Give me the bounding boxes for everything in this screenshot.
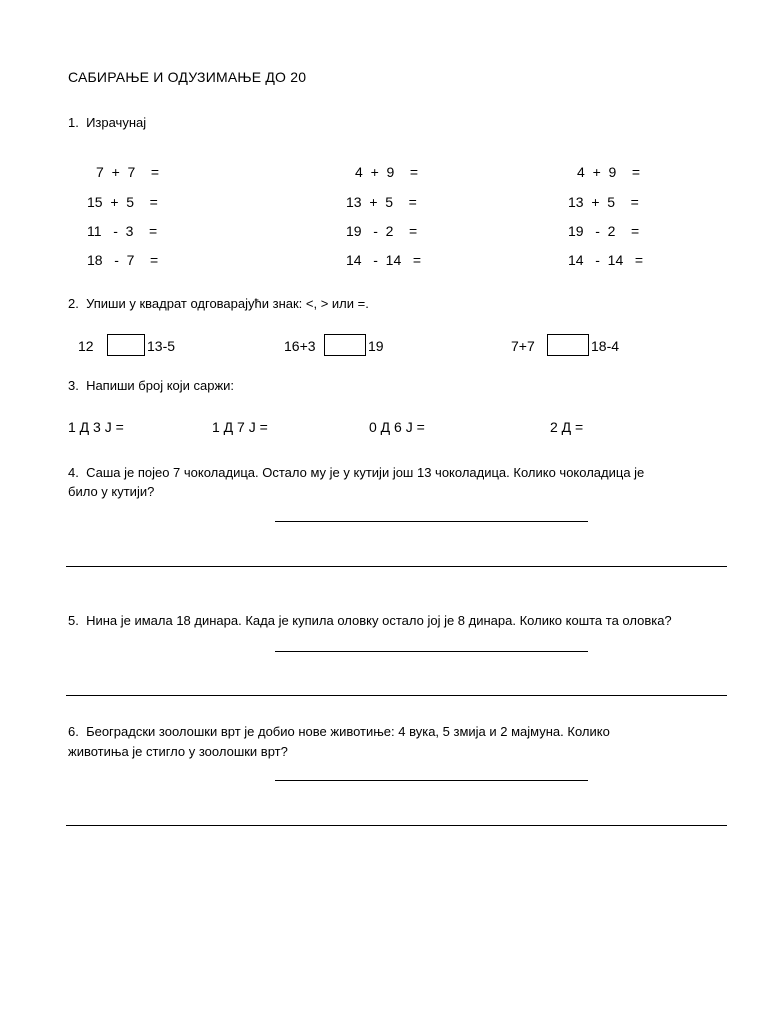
task-5-text-line-1: 5. Нина је имала 18 динара. Када је купила оловку остало јој је 8 динара. Колико кошта та оловка?	[68, 613, 672, 628]
section-divider	[66, 566, 727, 567]
answer-line[interactable]	[275, 651, 588, 652]
task-6-text-line-1: 6. Београдски зоолошки врт је добио нове животиње: 4 вука, 5 змија и 2 мајмуна. Колико	[68, 724, 610, 739]
comparison-right: 13-5	[147, 338, 176, 354]
task-6-text-line-2: животиња је стигло у зоолошки врт?	[68, 744, 288, 759]
task-2-label: 2. Упиши у квадрат одговарајући знак: <, > или =.	[68, 296, 369, 311]
digit-item: 1 Д 3 Ј =	[68, 419, 124, 435]
section-divider	[66, 695, 727, 696]
task-1-label: 1. Израчунај	[68, 115, 147, 130]
expression: 14 - 14 =	[568, 252, 644, 268]
expression: 13 + 5 =	[346, 194, 417, 210]
task-4-text-line-1: 4. Саша је појео 7 чоколадица. Остало му је у кутији још 13 чоколадица. Колико чоколадица је	[68, 465, 645, 480]
answer-box[interactable]	[107, 334, 145, 356]
comparison-left: 12	[78, 338, 94, 354]
expression: 18 - 7 =	[87, 252, 159, 268]
expression: 14 - 14 =	[346, 252, 422, 268]
expression: 19 - 2 =	[346, 223, 418, 239]
expression: 4 + 9 =	[577, 164, 641, 180]
expression: 13 + 5 =	[568, 194, 639, 210]
answer-box[interactable]	[547, 334, 589, 356]
expression: 15 + 5 =	[87, 194, 158, 210]
answer-line[interactable]	[275, 521, 588, 522]
comparison-right: 18-4	[591, 338, 620, 354]
digit-item: 2 Д =	[550, 419, 584, 435]
comparison-left: 7+7	[511, 338, 535, 354]
expression: 11 - 3 =	[87, 223, 158, 239]
expression: 19 - 2 =	[568, 223, 640, 239]
comparison-left: 16+3	[284, 338, 316, 354]
page-title: САБИРАЊЕ И ОДУЗИМАЊЕ ДО 20	[68, 69, 307, 85]
answer-line[interactable]	[275, 780, 588, 781]
expression: 4 + 9 =	[355, 164, 419, 180]
digit-item: 1 Д 7 Ј =	[212, 419, 268, 435]
digit-item: 0 Д 6 Ј =	[369, 419, 425, 435]
answer-box[interactable]	[324, 334, 366, 356]
task-4-text-line-2: било у кутији?	[68, 484, 155, 499]
comparison-right: 19	[368, 338, 384, 354]
section-divider	[66, 825, 727, 826]
expression: 7 + 7 =	[96, 164, 160, 180]
task-3-label: 3. Напиши број који саржи:	[68, 378, 235, 393]
